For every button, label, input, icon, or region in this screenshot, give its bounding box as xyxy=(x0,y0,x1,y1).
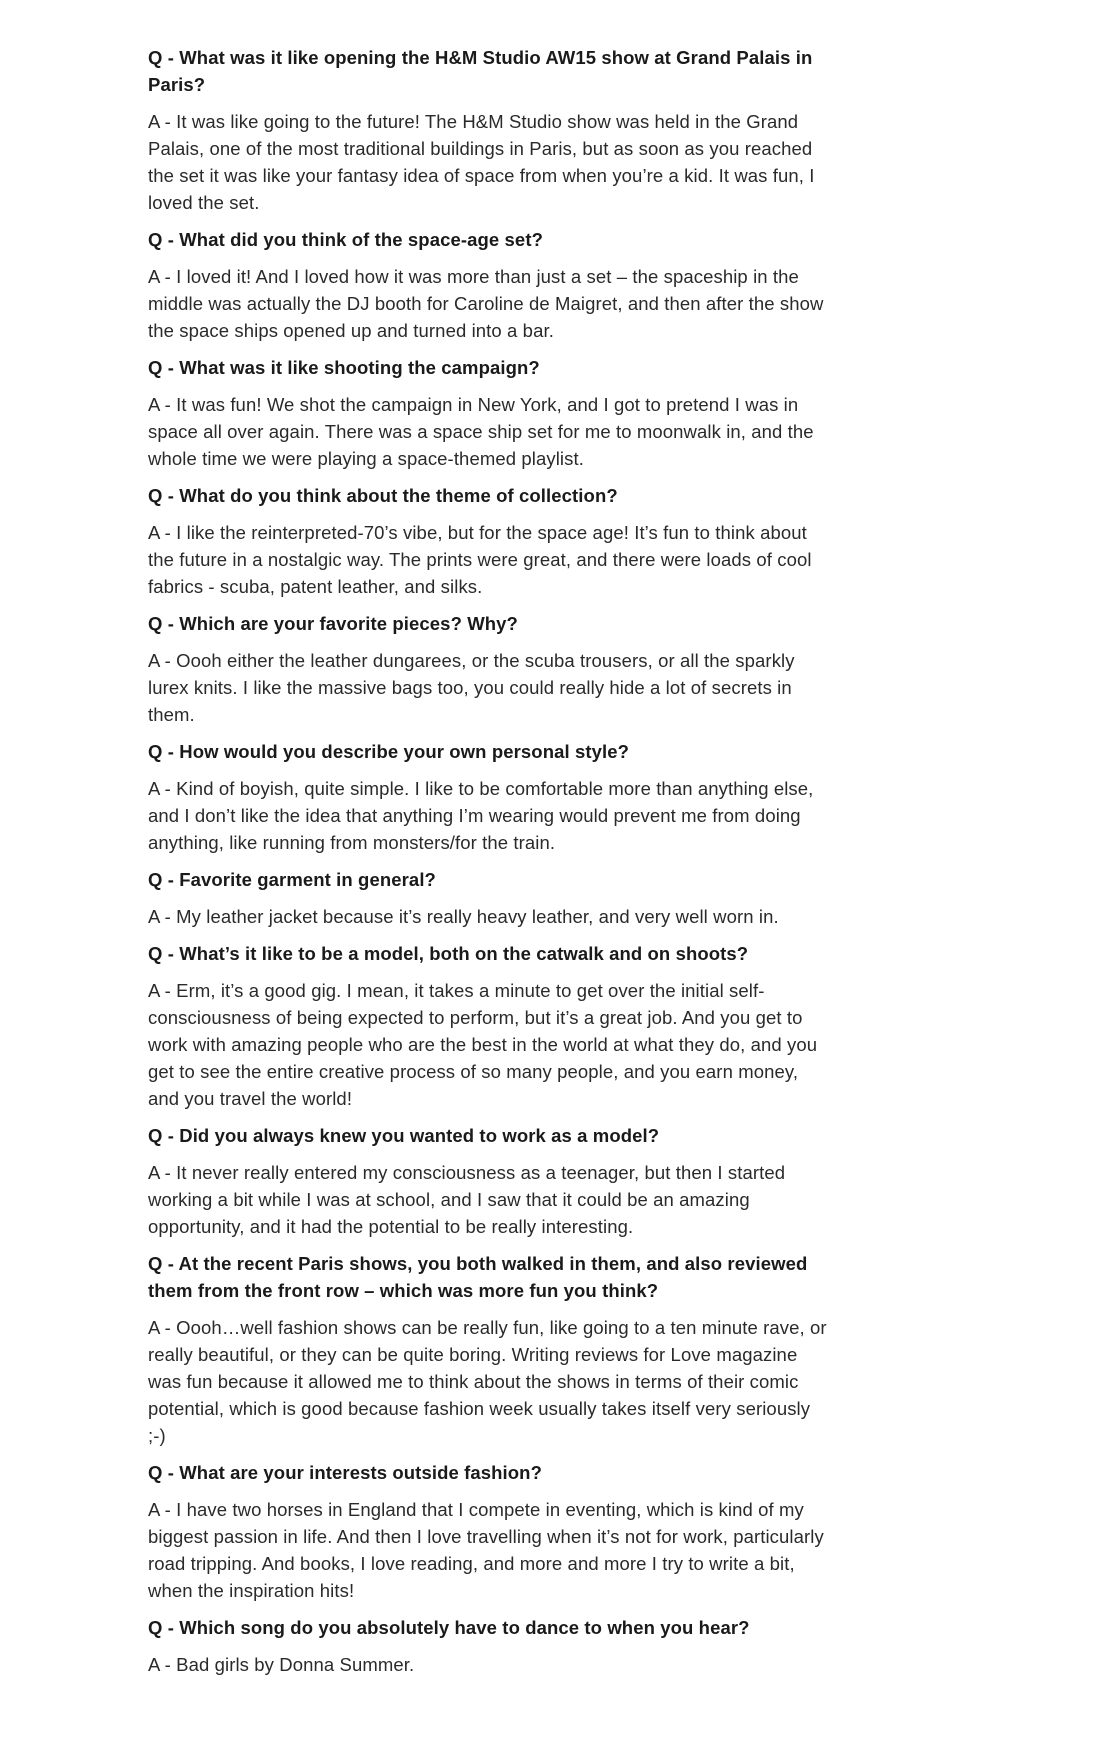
question-text: Q - What was it like shooting the campaign? xyxy=(148,357,540,378)
qa-item xyxy=(148,866,828,930)
qa-item xyxy=(148,354,828,472)
qa-item xyxy=(148,940,828,1112)
answer-text: A - Oooh…well fashion shows can be really fun, like going to a ten minute rave, or really beautiful, or they can be quite boring. Writing reviews for Love magazine was fun because it allowed me to think about the shows in terms of their comic potential, which is good because fashion week usually takes itself very seriously ;-) xyxy=(148,1317,827,1446)
answer-text: A - I loved it! And I loved how it was more than just a set – the spaceship in the middle was actually the DJ booth for Caroline de Maigret, and then after the show the space ships opened up and turned into a bar. xyxy=(148,266,824,341)
qa-item xyxy=(148,482,828,600)
answer-text: A - I have two horses in England that I compete in eventing, which is kind of my biggest passion in life. And then I love travelling when it’s not for work, particularly road tripping. And books, I love reading, and more and more I try to write a bit, when the inspiration hits! xyxy=(148,1499,824,1601)
answer-text: A - Kind of boyish, quite simple. I like to be comfortable more than anything else, and I don’t like the idea that anything I’m wearing would prevent me from doing anything, like running from monsters/for the train. xyxy=(148,778,814,853)
answer-text: A - Erm, it’s a good gig. I mean, it takes a minute to get over the initial self-consciousness of being expected to perform, but it’s a great job. And you get to work with amazing people who are the best in the world at what they do, and you get to see the entire creative process of so many people, and you earn money, and you travel the world! xyxy=(148,980,818,1109)
question-text: Q - Which are your favorite pieces? Why? xyxy=(148,613,518,634)
question-text: Q - What do you think about the theme of collection? xyxy=(148,485,618,506)
question-text: Q - Did you always knew you wanted to work as a model? xyxy=(148,1125,660,1146)
answer-text: A - My leather jacket because it’s really heavy leather, and very well worn in. xyxy=(148,906,779,927)
question-text: Q - What was it like opening the H&M Studio AW15 show at Grand Palais in Paris? xyxy=(148,47,813,95)
qa-item xyxy=(148,1122,828,1240)
question-text: Q - What did you think of the space-age set? xyxy=(148,229,543,250)
qa-item xyxy=(148,1250,828,1449)
qa-item xyxy=(148,738,828,856)
qa-item xyxy=(148,1459,828,1604)
answer-text: A - I like the reinterpreted-70’s vibe, but for the space age! It’s fun to think about the future in a nostalgic way. The prints were great, and there were loads of cool fabrics - scuba, patent leather, and silks. xyxy=(148,522,812,597)
question-text: Q - What are your interests outside fashion? xyxy=(148,1462,542,1483)
qa-item xyxy=(148,610,828,728)
qa-item xyxy=(148,44,828,216)
answer-text: A - It was like going to the future! The H&M Studio show was held in the Grand Palais, one of the most traditional buildings in Paris, but as soon as you reached the set it was like your fantasy idea of space from when you’re a kid. It was fun, I loved the set. xyxy=(148,111,815,213)
question-text: Q - How would you describe your own personal style? xyxy=(148,741,630,762)
question-text: Q - Which song do you absolutely have to dance to when you hear? xyxy=(148,1617,750,1638)
question-text: Q - At the recent Paris shows, you both walked in them, and also reviewed them from the front row – which was more fun you think? xyxy=(148,1253,808,1301)
question-text: Q - What’s it like to be a model, both on the catwalk and on shoots? xyxy=(148,943,749,964)
question-text: Q - Favorite garment in general? xyxy=(148,869,436,890)
qa-item xyxy=(148,226,828,344)
answer-text: A - It never really entered my consciousness as a teenager, but then I started working a bit while I was at school, and I saw that it could be an amazing opportunity, and it had the potential to be really interesting. xyxy=(148,1162,786,1237)
answer-text: A - Oooh either the leather dungarees, or the scuba trousers, or all the sparkly lurex knits. I like the massive bags too, you could really hide a lot of secrets in them. xyxy=(148,650,795,725)
interview-article xyxy=(148,44,828,1688)
qa-item xyxy=(148,1614,828,1678)
answer-text: A - Bad girls by Donna Summer. xyxy=(148,1654,415,1675)
answer-text: A - It was fun! We shot the campaign in New York, and I got to pretend I was in space all over again. There was a space ship set for me to moonwalk in, and the whole time we were playing a space-themed playlist. xyxy=(148,394,814,469)
